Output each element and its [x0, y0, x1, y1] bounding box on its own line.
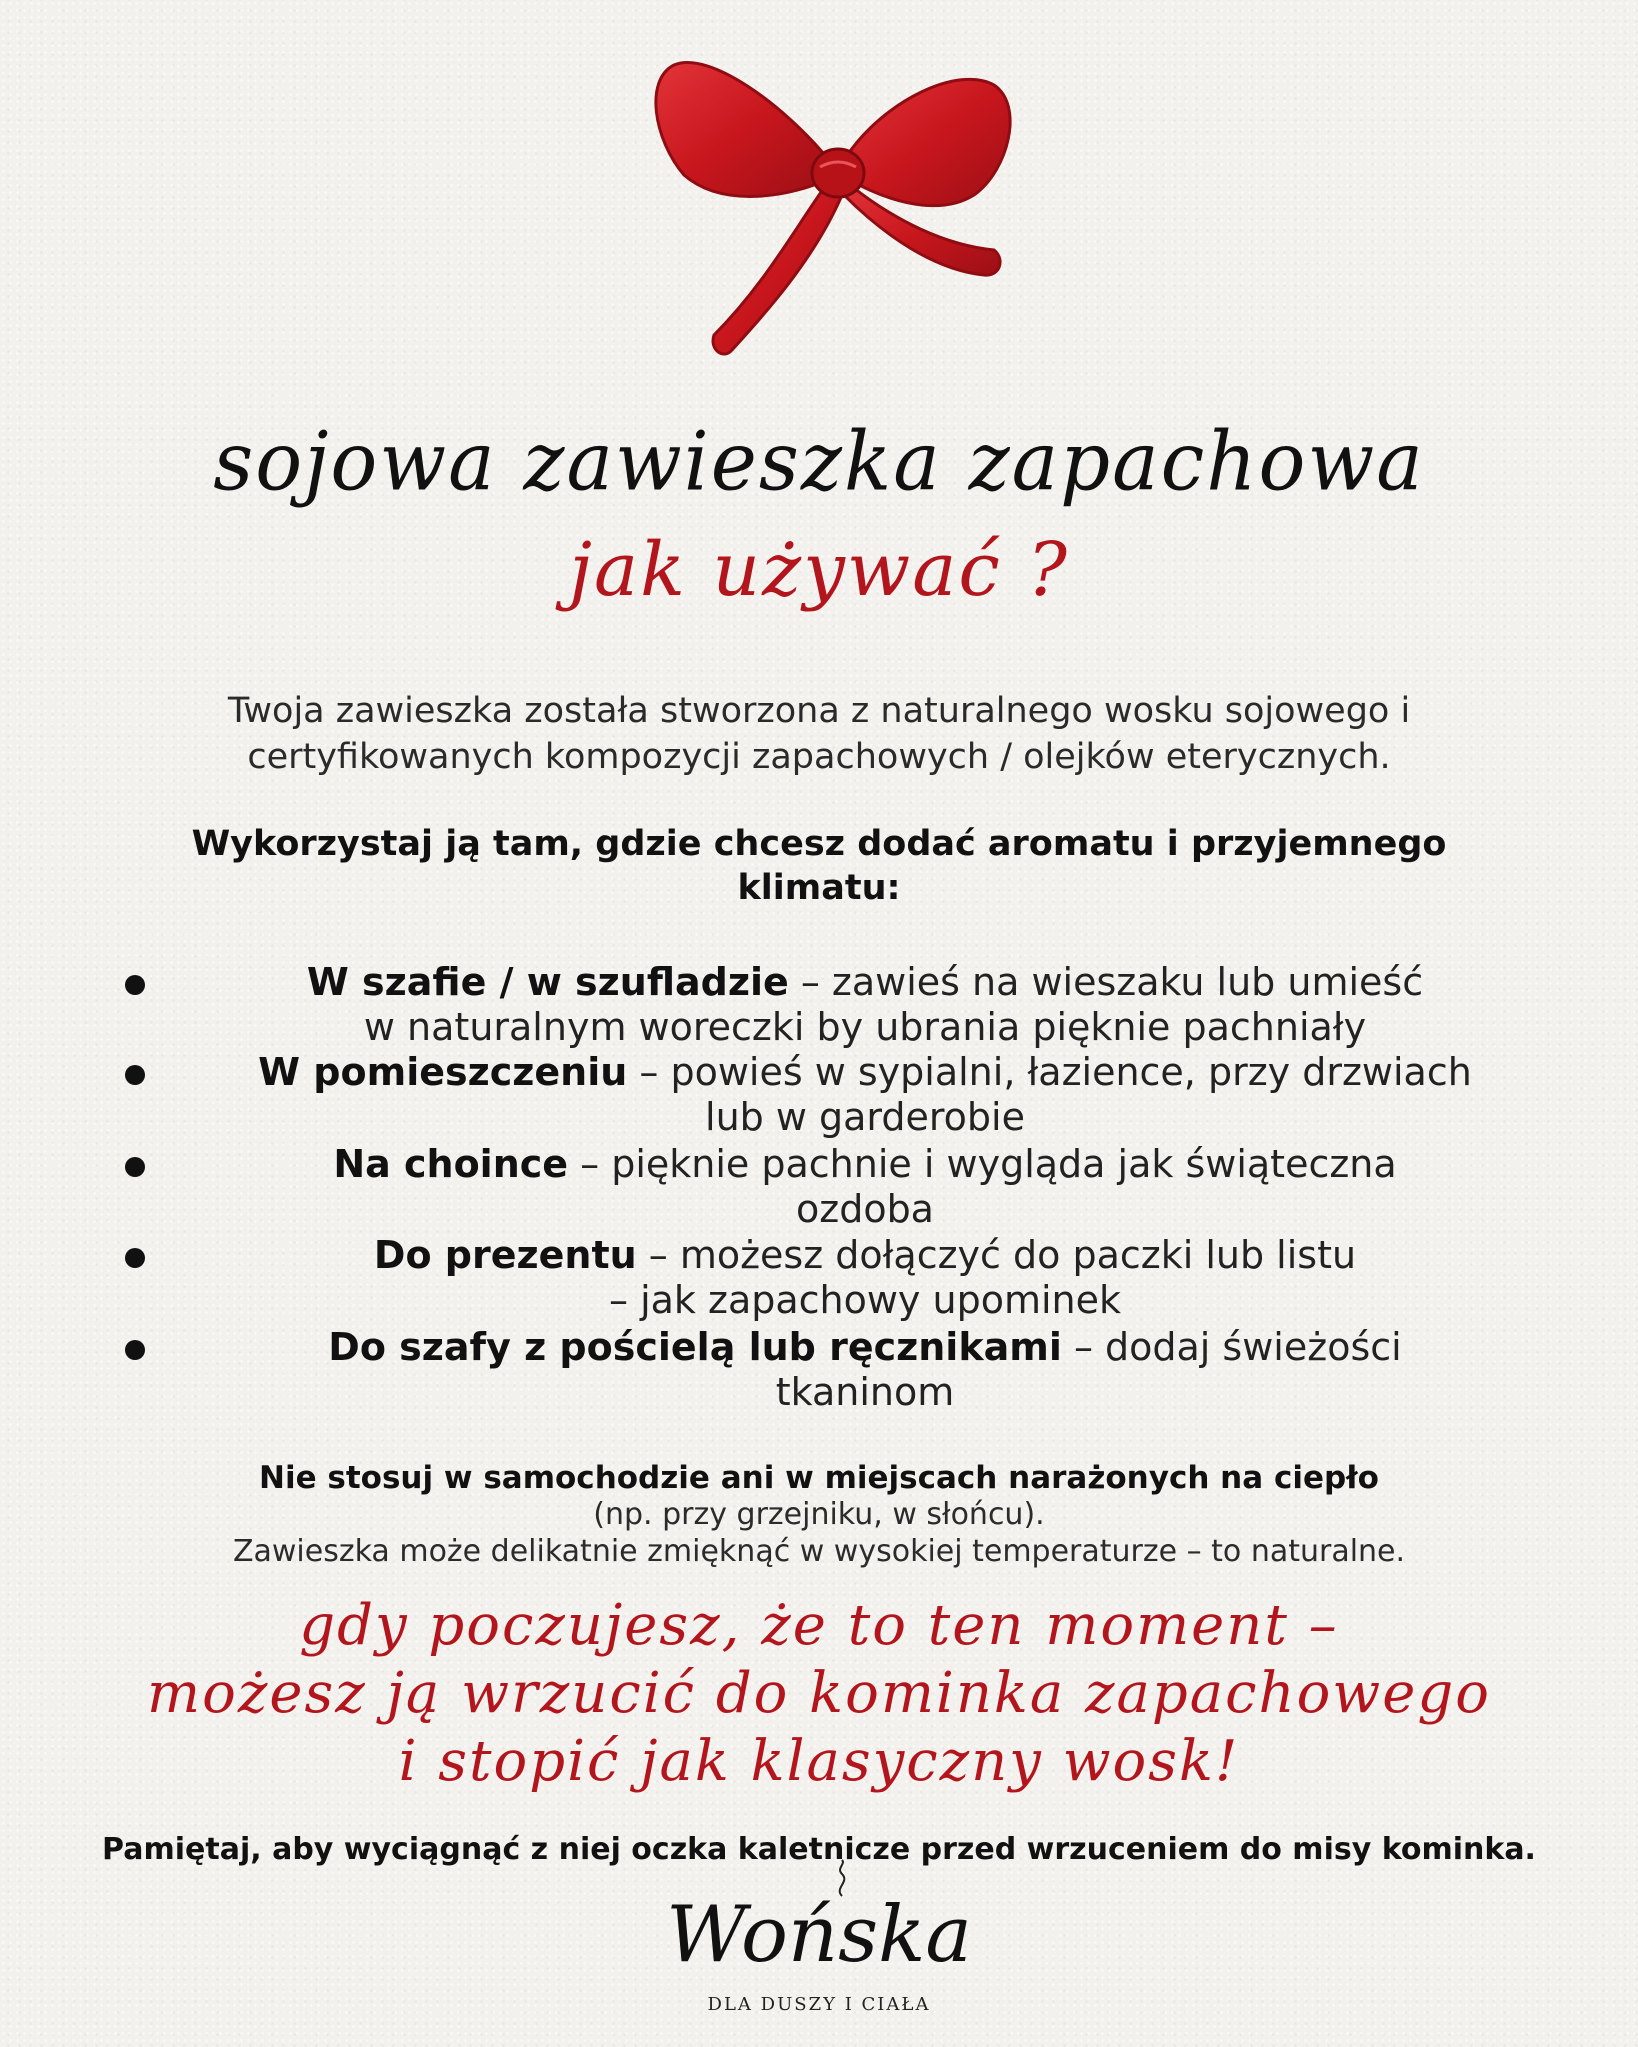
bullet-dot — [125, 975, 145, 995]
use-desc: – dodaj świeżości — [1061, 1325, 1402, 1369]
use-desc-2: ozdoba — [796, 1187, 934, 1231]
warning-note-2: Zawieszka może delikatnie zmięknąć w wysokiej temperaturze – to naturalne. — [232, 1534, 1406, 1569]
bullet-dot — [125, 1157, 145, 1177]
lead-heading — [0, 822, 1638, 910]
use-title: W pomieszczeniu — [258, 1050, 628, 1094]
tip-line-2: możesz ją wrzucić do kominka zapachowego — [147, 1661, 1491, 1726]
intro-line-1: Twoja zawieszka została stworzona z naturalnego wosku sojowego i — [227, 691, 1411, 731]
list-item — [160, 960, 1570, 1050]
use-title: Do szafy z pościelą lub ręcznikami — [328, 1325, 1062, 1369]
bullet-dot — [125, 1248, 145, 1268]
tip-line-3: i stopić jak klasyczny wosk! — [398, 1729, 1240, 1794]
intro-text — [0, 688, 1638, 780]
list-item — [160, 1233, 1570, 1323]
use-desc-2: tkaninom — [775, 1370, 955, 1414]
ribbon-bow-icon — [614, 45, 1054, 375]
brand-logo: Wońska — [666, 1890, 972, 1980]
use-title: Na choince — [333, 1142, 569, 1186]
page-subtitle: jak używać ? — [569, 527, 1069, 613]
bullet-dot — [125, 1340, 145, 1360]
use-desc: – pięknie pachnie i wygląda jak świąteczna — [568, 1142, 1397, 1186]
warning-note: (np. przy grzejniku, w słońcu). — [593, 1497, 1045, 1532]
use-desc: – powieś w sypialni, łazience, przy drzwiach — [627, 1050, 1472, 1094]
page-title: sojowa zawieszka zapachowa — [213, 414, 1425, 510]
use-desc-2: lub w garderobie — [705, 1095, 1025, 1139]
lead-line-1: Wykorzystaj ją tam, gdzie chcesz dodać aromatu i przyjemnego — [191, 824, 1447, 864]
use-desc: – zawieś na wieszaku lub umieść — [788, 960, 1424, 1004]
list-item — [160, 1325, 1570, 1415]
use-desc: – możesz dołączyć do paczki lub listu — [636, 1233, 1357, 1277]
warning-heading: Nie stosuj w samochodzie ani w miejscach narażonych na ciepło — [259, 1460, 1379, 1496]
list-item — [160, 1142, 1570, 1232]
use-title: W szafie / w szufladzie — [306, 960, 789, 1004]
brand-tagline: DLA DUSZY I CIAŁA — [707, 1994, 931, 2015]
use-desc-2: w naturalnym woreczki by ubrania pięknie pachniały — [363, 1005, 1367, 1049]
bullet-dot — [125, 1065, 145, 1085]
list-item — [160, 1050, 1570, 1140]
remember-note: Pamiętaj, aby wyciągnąć z niej oczka kaletnicze przed wrzuceniem do misy kominka. — [102, 1832, 1536, 1867]
use-desc-2: – jak zapachowy upominek — [608, 1278, 1122, 1322]
tip-line-1: gdy poczujesz, że to ten moment – — [299, 1593, 1339, 1658]
lead-line-2: klimatu: — [737, 868, 901, 908]
use-title: Do prezentu — [373, 1233, 637, 1277]
intro-line-2: certyfikowanych kompozycji zapachowych / olejków eterycznych. — [247, 737, 1391, 777]
